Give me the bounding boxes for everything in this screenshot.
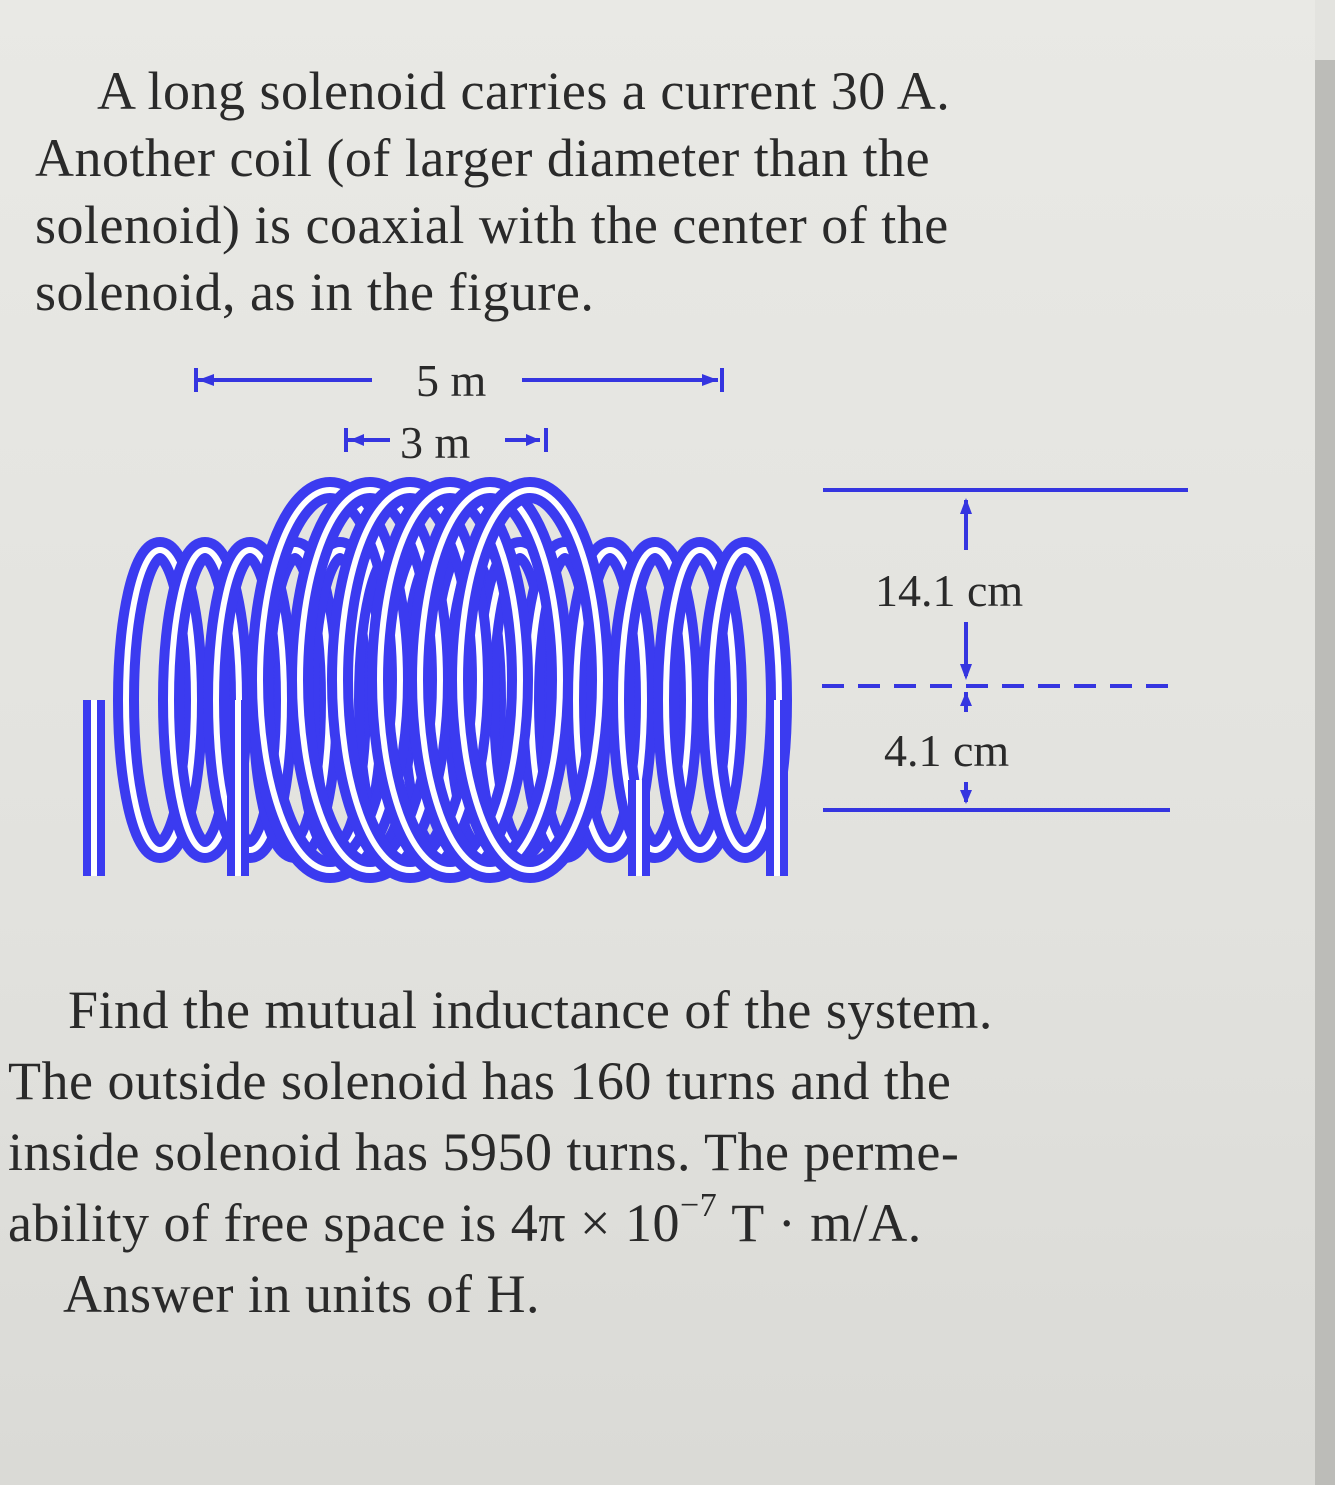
exponent: −7 [680, 1187, 718, 1224]
outer-length-label: 5 m [416, 355, 487, 406]
outer-radius-label: 14.1 cm [875, 565, 1024, 616]
inner-length-label: 3 m [400, 417, 471, 468]
intro-line-1: A long solenoid carries a current 30 A. [97, 61, 951, 121]
intro-line-4: solenoid, as in the figure. [35, 262, 595, 322]
intro-line-2: Another coil (of larger diameter than the [35, 128, 931, 188]
dimension-inner-length [346, 417, 546, 468]
question-line-2: The outside solenoid has 160 turns and the [8, 1051, 952, 1111]
question-line-4: ability of free space is $4\pi \times 10^{-7}$ T · m/A. [8, 1187, 922, 1253]
inner-radius-label: 4.1 cm [884, 725, 1010, 776]
radius-dimensions [822, 490, 1188, 810]
dimension-outer-length [196, 355, 722, 406]
outer-coil [260, 490, 600, 870]
intro-line-3: solenoid) is coaxial with the center of the [35, 195, 949, 255]
problem-question [8, 975, 1183, 1330]
answer-instruction: Answer in units of H. [63, 1264, 540, 1324]
question-line-3: inside solenoid has 5950 turns. The perme- [8, 1122, 960, 1182]
question-line-1: Find the mutual inductance of the system. [68, 980, 993, 1040]
